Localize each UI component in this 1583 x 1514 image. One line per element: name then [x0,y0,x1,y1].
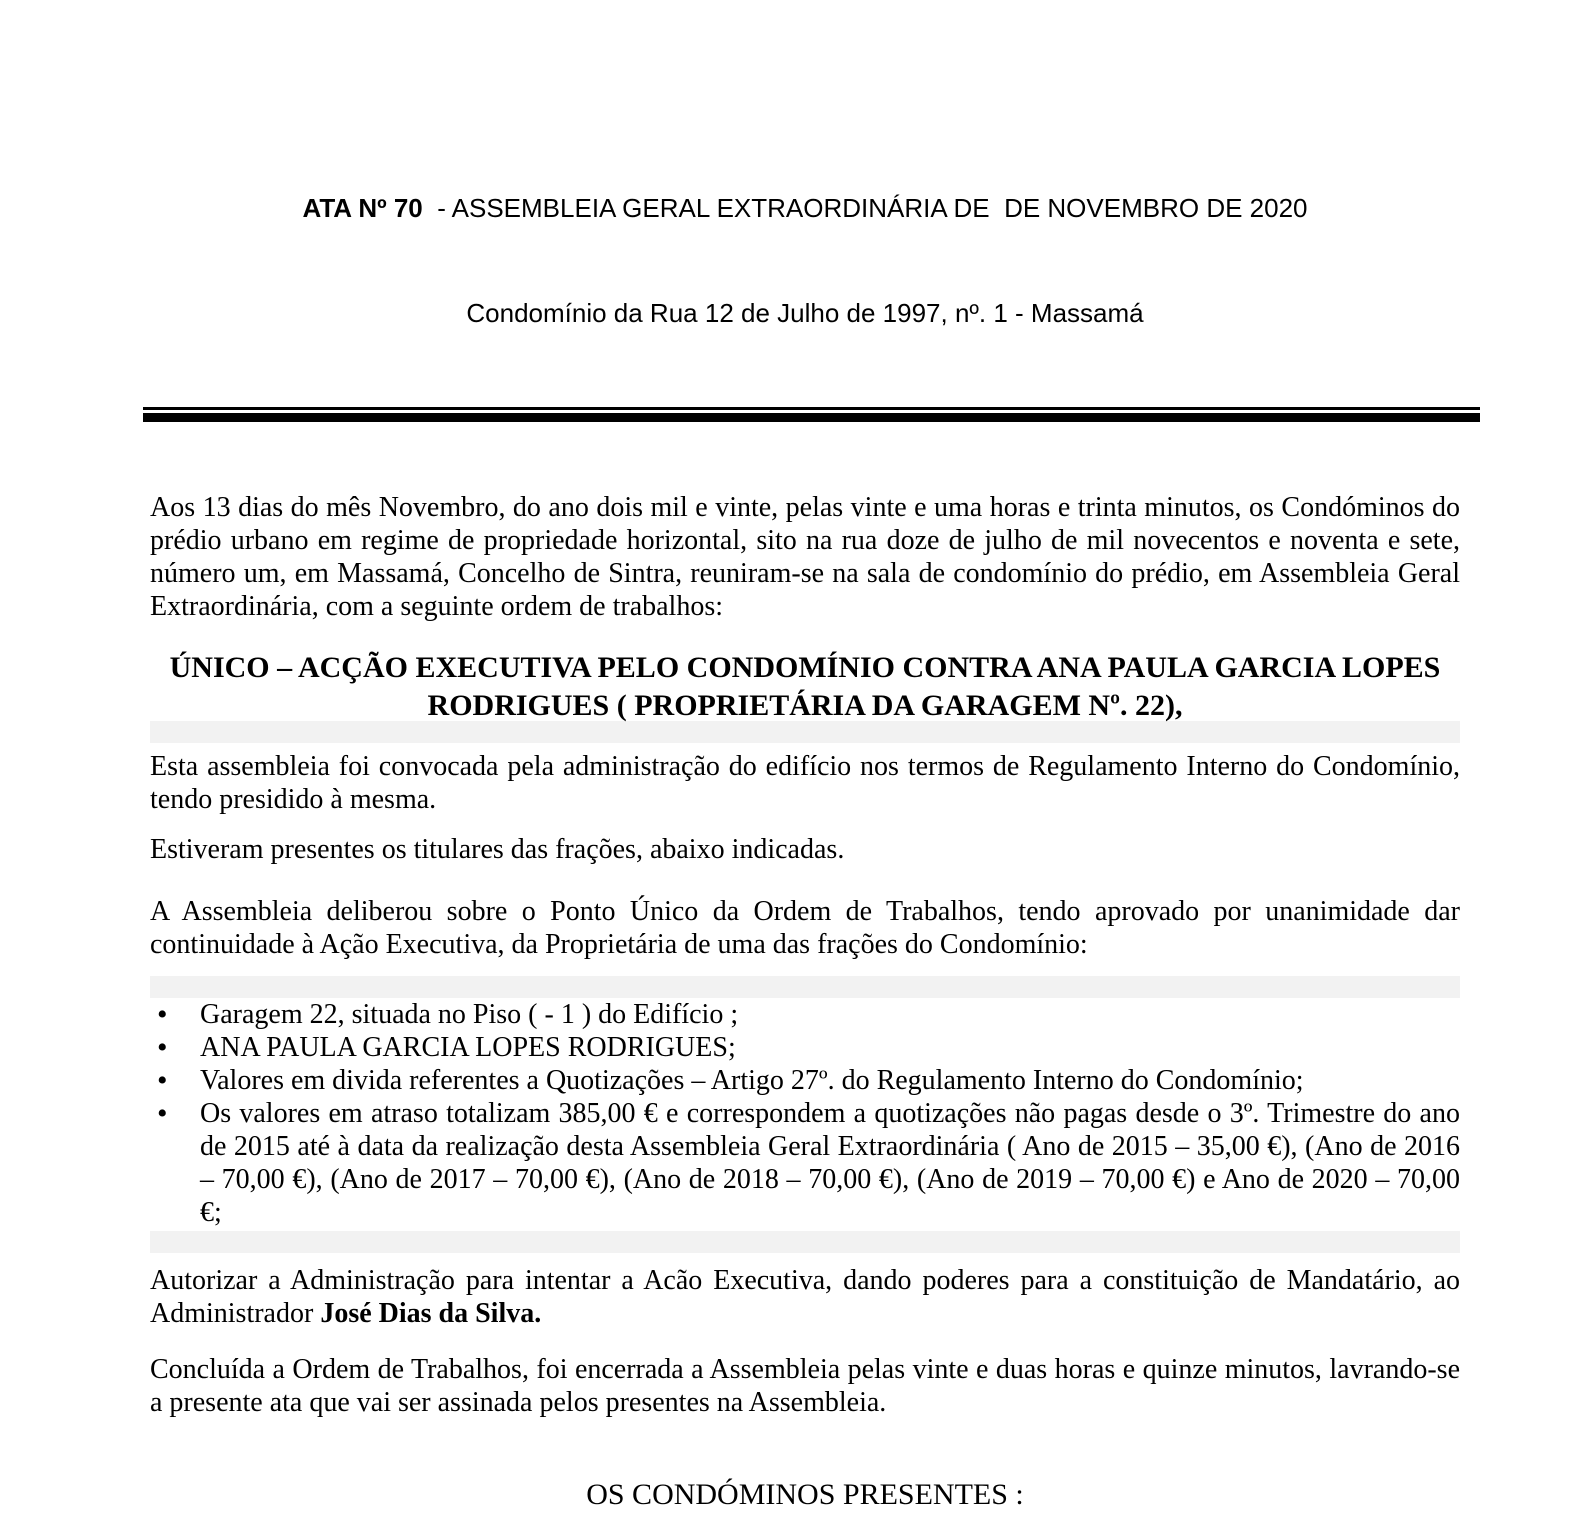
highlight-band-before-list [150,976,1460,998]
title-ata-number: ATA Nº 70 [302,193,423,223]
bullet-icon [157,1031,168,1065]
list-item-text: Garagem 22, situada no Piso ( - 1 ) do Edifício ; [200,999,739,1030]
list-item-garage [150,998,1460,1031]
authorization-text: Autorizar a Administração para intentar a Acão Executiva, dando poderes para a constituição de Mandatário, ao Administrador [150,1265,1460,1329]
document-title-line [150,191,1460,226]
document-header [150,121,1460,401]
title-assembly-text: - ASSEMBLEIA GERAL EXTRAORDINÁRIA DE DE NOVEMBRO DE 2020 [422,193,1308,223]
highlight-band-after-list [150,1231,1460,1253]
document-page [0,121,1583,1511]
list-item-text: Valores em divida referentes a Quotizações – Artigo 27º. do Regulamento Interno do Condomínio; [200,1065,1304,1096]
list-item-text: Os valores em atraso totalizam 385,00 € e correspondem a quotizações não pagas desde o 3º. Trimestre do ano de 2015 até à data da realização desta Assembleia Geral Extraordinária ( Ano de 2015 – 35,00 €), (Ano de 2016 – 70,00 €), (Ano de 2017 – 70,00 €), (Ano de 2018 – 70,00 €), (Ano de 2019 – 70,00 €) e Ano de 2020 – 70,00 €; [200,1098,1460,1228]
divider-thick-line [143,413,1480,422]
bullet-icon [157,1064,168,1098]
document-subtitle: Condomínio da Rua 12 de Julho de 1997, nº. 1 - Massamá [466,298,1144,328]
list-item-debt-amounts [150,1097,1460,1229]
header-divider-rule [143,407,1480,422]
list-item-debt-reference [150,1064,1460,1097]
list-item-owner [150,1031,1460,1064]
paragraph-deliberation: A Assembleia deliberou sobre o Ponto Único da Ordem de Trabalhos, tendo aprovado por unanimidade dar continuidade à Ação Executiva, da Proprietária de uma das frações do Condomínio: [150,896,1460,960]
paragraph-authorization [150,1264,1460,1330]
document-body [150,491,1460,1514]
paragraph-attendance: Estiveram presentes os titulares das frações, abaixo indicadas. [150,834,845,865]
signatures-heading: OS CONDÓMINOS PRESENTES : [586,1478,1024,1511]
administrator-name: José Dias da Silva. [320,1298,542,1329]
paragraph-closing: Concluída a Ordem de Trabalhos, foi encerrada a Assembleia pelas vinte e duas horas e quinze minutos, lavrando-se a presente ata que vai ser assinada pelos presentes na Assembleia. [150,1354,1460,1418]
deliberation-list [150,998,1460,1229]
bullet-icon [157,1097,168,1131]
list-item-text: ANA PAULA GARCIA LOPES RODRIGUES; [200,1032,736,1063]
paragraph-convocation: Esta assembleia foi convocada pela administração do edifício nos termos de Regulamento Interno do Condomínio, tendo presidido à mesma. [150,751,1460,815]
bullet-icon [157,998,168,1032]
paragraph-opening: Aos 13 dias do mês Novembro, do ano dois mil e vinte, pelas vinte e uma horas e trinta minutos, os Condóminos do prédio urbano em regime de propriedade horizontal, sito na rua doze de julho de mil novecentos e noventa e sete, número um, em Massamá, Concelho de Sintra, reuniram-se na sala de condomínio do prédio, em Assembleia Geral Extraordinária, com a seguinte ordem de trabalhos: [150,492,1460,622]
order-of-business-heading: ÚNICO – ACÇÃO EXECUTIVA PELO CONDOMÍNIO CONTRA ANA PAULA GARCIA LOPES RODRIGUES ( PROPRIETÁRIA DA GARAGEM Nº. 22), [169,651,1441,722]
